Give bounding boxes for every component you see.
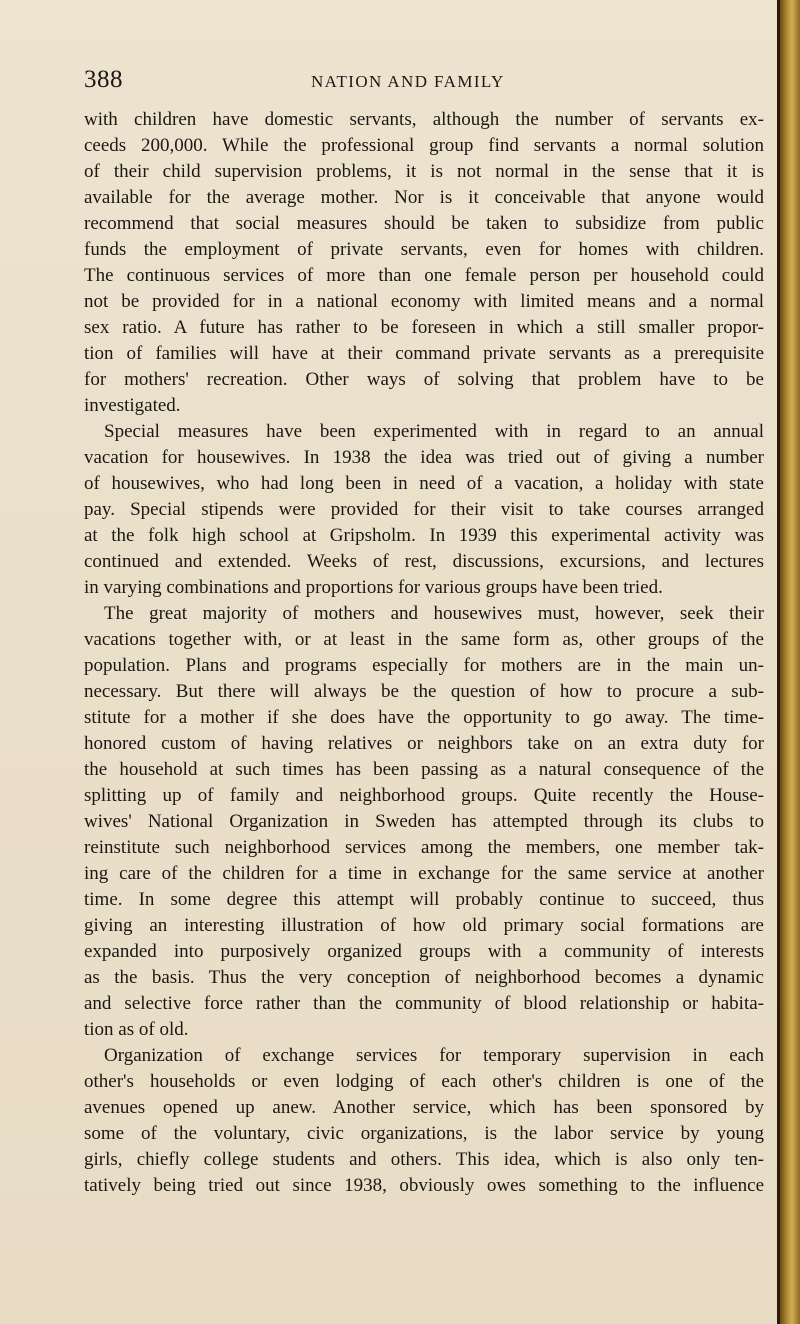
text-line: splitting up of family and neighborhood groups. Quite recently the House- xyxy=(84,785,764,806)
text-line: tion as of old. xyxy=(84,1019,189,1040)
text-line: at the folk high school at Gripsholm. In 1939 this experimental activity was xyxy=(84,525,764,546)
text-line: The continuous services of more than one female person per household could xyxy=(84,265,764,286)
text-line: time. In some degree this attempt will probably continue to succeed, thus xyxy=(84,889,764,910)
text-line: of housewives, who had long been in need of a vacation, a holiday with state xyxy=(84,473,764,494)
text-line: tion of families will have at their command private servants as a prerequisite xyxy=(84,343,764,364)
text-line: as the basis. Thus the very conception of neighborhood becomes a dynamic xyxy=(84,967,764,988)
text-line: other's households or even lodging of each other's children is one of the xyxy=(84,1071,764,1092)
text-line: of their child supervision problems, it is not normal in the sense that it is xyxy=(84,161,764,182)
text-line: vacation for housewives. In 1938 the idea was tried out of giving a number xyxy=(84,447,764,468)
text-line: stitute for a mother if she does have the opportunity to go away. The time- xyxy=(84,707,764,728)
text-line: expanded into purposively organized groups with a community of interests xyxy=(84,941,764,962)
text-line: with children have domestic servants, although the number of servants ex- xyxy=(84,109,764,130)
text-line: and selective force rather than the community of blood relationship or habita- xyxy=(84,993,764,1014)
text-line: for mothers' recreation. Other ways of solving that problem have to be xyxy=(84,369,764,390)
text-line: vacations together with, or at least in the same form as, other groups of the xyxy=(84,629,764,650)
text-line: ing care of the children for a time in exchange for the same service at another xyxy=(84,863,764,884)
text-line: population. Plans and programs especially for mothers are in the main un- xyxy=(84,655,764,676)
book-spine-edge xyxy=(780,0,800,1324)
text-line: recommend that social measures should be taken to subsidize from public xyxy=(84,213,764,234)
text-line: wives' National Organization in Sweden has attempted through its clubs to xyxy=(84,811,764,832)
running-head: NATION AND FAMILY xyxy=(311,72,505,91)
text-line: funds the employment of private servants, even for homes with children. xyxy=(84,239,764,260)
text-line: not be provided for in a national economy with limited means and a normal xyxy=(84,291,764,312)
paragraph-start-line: Organization of exchange services for temporary supervision in each xyxy=(104,1045,764,1066)
body-text xyxy=(84,107,764,1199)
text-line: tatively being tried out since 1938, obviously owes something to the influence xyxy=(84,1175,764,1196)
text-line: honored custom of having relatives or neighbors take on an extra duty for xyxy=(84,733,764,754)
text-line: giving an interesting illustration of how old primary social formations are xyxy=(84,915,764,936)
text-line: pay. Special stipends were provided for their visit to take courses arranged xyxy=(84,499,764,520)
text-line: in varying combinations and proportions for various groups have been tried. xyxy=(84,577,663,598)
text-line: the household at such times has been passing as a natural consequence of the xyxy=(84,759,764,780)
text-line: some of the voluntary, civic organizations, is the labor service by young xyxy=(84,1123,764,1144)
text-line: ceeds 200,000. While the professional group find servants a normal solution xyxy=(84,135,764,156)
text-line: reinstitute such neighborhood services among the members, one member tak- xyxy=(84,837,764,858)
page-number: 388 xyxy=(84,66,123,93)
text-line: available for the average mother. Nor is it conceivable that anyone would xyxy=(84,187,764,208)
text-line: investigated. xyxy=(84,395,181,416)
text-line: avenues opened up anew. Another service, which has been sponsored by xyxy=(84,1097,764,1118)
paragraph-start-line: The great majority of mothers and housewives must, however, seek their xyxy=(104,603,764,624)
text-line: girls, chiefly college students and others. This idea, which is also only ten- xyxy=(84,1149,764,1170)
paragraph-start-line: Special measures have been experimented with in regard to an annual xyxy=(104,421,764,442)
page-header xyxy=(84,66,764,102)
text-line: continued and extended. Weeks of rest, discussions, excursions, and lectures xyxy=(84,551,764,572)
text-line: necessary. But there will always be the question of how to procure a sub- xyxy=(84,681,764,702)
text-line: sex ratio. A future has rather to be foreseen in which a still smaller propor- xyxy=(84,317,764,338)
